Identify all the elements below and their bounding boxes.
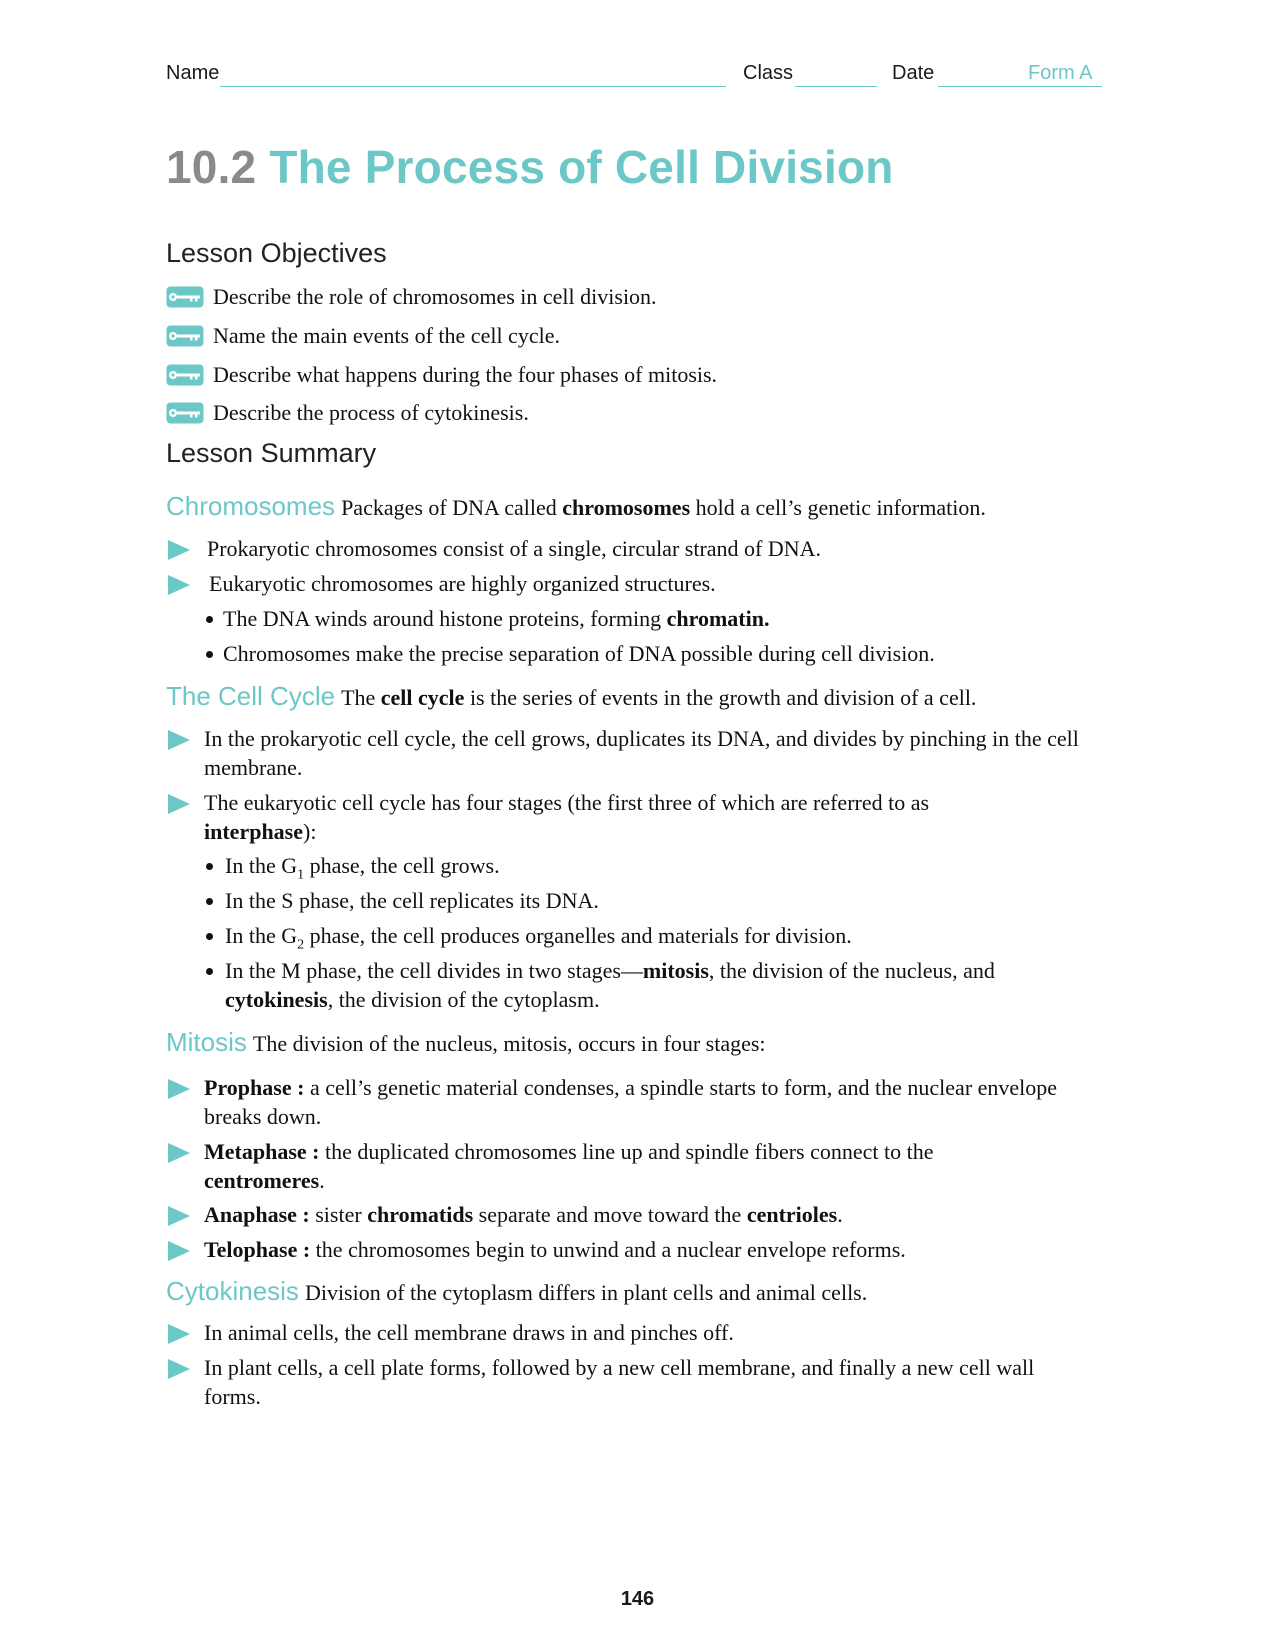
list-item-text: The eukaryotic cell cycle has four stages (the first three of which are referred to as (204, 790, 930, 815)
date-label: Date (892, 62, 935, 84)
triangle-arrow-icon (168, 1143, 190, 1163)
key-icon (166, 402, 204, 424)
cell-cycle-intro (166, 682, 976, 712)
list-item: In plant cells, a cell plate forms, followed by a new cell membrane, and finally a new cell wall forms. (204, 1355, 1035, 1409)
triangle-arrow-icon (168, 1359, 190, 1379)
list-item: Eukaryotic chromosomes are highly organized structures. (209, 571, 716, 596)
list-item-text-end: ): (303, 819, 317, 844)
list-item-text: the duplicated chromosomes line up and spindle fibers connect to the (319, 1139, 934, 1164)
list-item: Prokaryotic chromosomes consist of a single, circular strand of DNA. (207, 536, 822, 561)
class-field-line[interactable] (795, 86, 877, 87)
term-metaphase: Metaphase : (204, 1139, 320, 1164)
mitosis-intro (166, 1028, 766, 1058)
triangle-arrow-icon (168, 730, 190, 750)
bullet-dot-icon (206, 651, 213, 658)
form-label: Form A (1028, 62, 1093, 84)
triangle-arrow-icon (168, 794, 190, 814)
cytokinesis-heading: Cytokinesis (166, 1276, 299, 1306)
triangle-arrow-icon (168, 1206, 190, 1226)
chromosomes-heading: Chromosomes (166, 491, 336, 521)
objectives-heading: Lesson Objectives (166, 238, 387, 268)
term-chromatids: chromatids (367, 1202, 474, 1227)
list-item (204, 788, 1024, 846)
chromosomes-intro (166, 492, 986, 522)
objective-item: Describe what happens during the four phases of mitosis. (213, 362, 718, 387)
term-chromosomes: chromosomes (562, 495, 691, 520)
list-item-text-end: . (319, 1168, 325, 1193)
term-cell-cycle: cell cycle (380, 685, 465, 710)
key-icon (166, 325, 204, 347)
name-label: Name (166, 62, 220, 84)
name-field-line[interactable] (220, 86, 726, 87)
bullet-dot-icon (206, 616, 213, 623)
list-item-text-end: . (837, 1202, 843, 1227)
date-field-line[interactable] (938, 86, 1102, 87)
subitem-text-end: phase, the cell produces organelles and materials for division. (304, 923, 852, 948)
list-item: In animal cells, the cell membrane draws in and pinches off. (204, 1320, 734, 1345)
term-anaphase: Anaphase : (204, 1202, 310, 1227)
list-item-anaphase (204, 1200, 843, 1229)
bullet-dot-icon (206, 898, 213, 905)
page-title (166, 140, 894, 194)
mitosis-intro-text: The division of the nucleus, mitosis, occurs in four stages: (252, 1031, 766, 1056)
list-item-telophase (204, 1235, 906, 1264)
list-subitem: In the S phase, the cell replicates its DNA. (225, 888, 599, 913)
list-subitem (225, 851, 500, 889)
term-telophase: Telophase : (204, 1237, 311, 1262)
section-number: 10.2 (166, 141, 257, 193)
list-item-prophase (204, 1073, 1064, 1131)
section-title: The Process of Cell Division (269, 141, 894, 193)
bullet-dot-icon (206, 933, 213, 940)
objective-item: Name the main events of the cell cycle. (213, 323, 560, 348)
subitem-text-mid: , the division of the nucleus, and (708, 958, 995, 983)
list-subitem (225, 921, 852, 959)
list-item-metaphase (204, 1137, 1024, 1195)
cytokinesis-intro (166, 1277, 867, 1307)
cytokinesis-intro-text: Division of the cytoplasm differs in plant cells and animal cells. (304, 1280, 868, 1305)
term-cytokinesis: cytokinesis (225, 987, 328, 1012)
chromosomes-intro-text-end: hold a cell’s genetic information. (690, 495, 986, 520)
triangle-arrow-icon (168, 1079, 190, 1099)
subscript: 1 (297, 867, 305, 883)
list-subitem (225, 956, 1080, 1014)
subitem-text: In the M phase, the cell divides in two stages— (225, 958, 643, 983)
subitem-text: In the G (225, 853, 298, 878)
list-subitem (223, 604, 769, 633)
list-item-text: a cell’s genetic material condenses, a spindle starts to form, and the nuclear envelope breaks down. (204, 1075, 1058, 1129)
triangle-arrow-icon (168, 1241, 190, 1261)
list-item-text: the chromosomes begin to unwind and a nuclear envelope reforms. (310, 1237, 906, 1262)
list-item-text-mid: separate and move toward the (473, 1202, 747, 1227)
triangle-arrow-icon (168, 540, 190, 560)
key-icon (166, 286, 204, 308)
page-number: 146 (620, 1588, 655, 1610)
objective-item: Describe the role of chromosomes in cell division. (213, 284, 657, 309)
class-label: Class (743, 62, 794, 84)
triangle-arrow-icon (168, 1324, 190, 1344)
subitem-text-end: , the division of the cytoplasm. (327, 987, 600, 1012)
term-centromeres: centromeres (204, 1168, 320, 1193)
subitem-text-end: phase, the cell grows. (304, 853, 500, 878)
worksheet-header (166, 62, 1106, 92)
list-item: In the prokaryotic cell cycle, the cell grows, duplicates its DNA, and divides by pinching in the cell membrane. (204, 726, 1079, 780)
subitem-text: The DNA winds around histone proteins, forming (223, 606, 667, 631)
bullet-dot-icon (206, 968, 213, 975)
cell-cycle-intro-text: The (341, 685, 381, 710)
bullet-dot-icon (206, 863, 213, 870)
key-icon (166, 364, 204, 386)
term-prophase: Prophase : (204, 1075, 305, 1100)
mitosis-heading: Mitosis (166, 1027, 247, 1057)
cell-cycle-heading: The Cell Cycle (166, 681, 336, 711)
term-chromatin: chromatin. (666, 606, 770, 631)
triangle-arrow-icon (168, 575, 190, 595)
term-mitosis: mitosis (642, 958, 709, 983)
objective-item: Describe the process of cytokinesis. (213, 400, 529, 425)
chromosomes-intro-text: Packages of DNA called (341, 495, 563, 520)
term-centrioles: centrioles (746, 1202, 838, 1227)
subitem-text: In the G (225, 923, 298, 948)
term-interphase: interphase (204, 819, 303, 844)
subscript: 2 (297, 937, 305, 953)
list-item-text: sister (309, 1202, 368, 1227)
cell-cycle-intro-text-end: is the series of events in the growth and division of a cell. (464, 685, 977, 710)
list-subitem: Chromosomes make the precise separation of DNA possible during cell division. (223, 641, 935, 666)
summary-heading: Lesson Summary (166, 438, 377, 468)
